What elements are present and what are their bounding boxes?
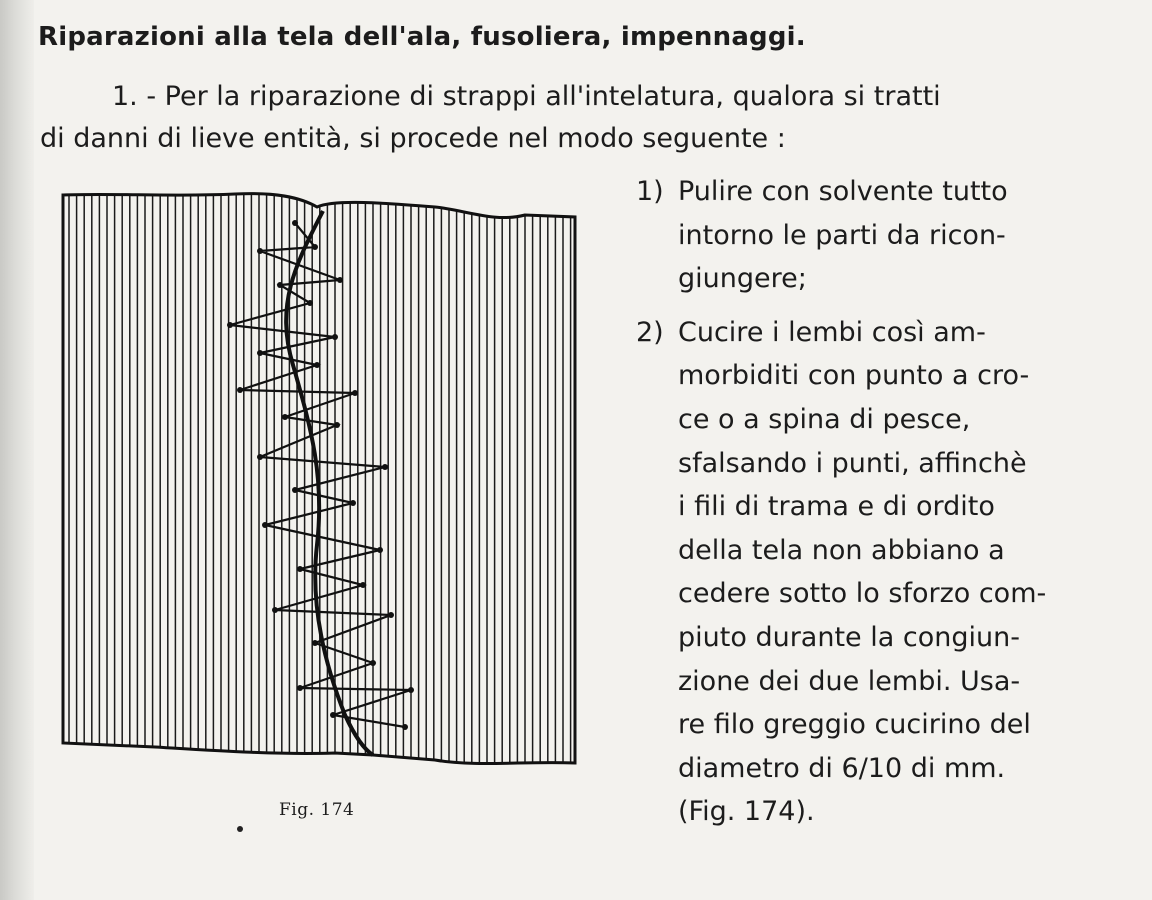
step-text-line: della tela non abbiano a [678, 534, 1005, 566]
stitch-hole [227, 322, 233, 328]
stitch-hole [237, 387, 243, 393]
stitch-hole [330, 712, 336, 718]
repair-step-2 [636, 311, 1076, 834]
print-speck [237, 826, 243, 832]
step-text-line: re filo greggio cucirino del [678, 709, 1031, 741]
stitch-hole [257, 350, 263, 356]
stitch-hole [312, 244, 318, 250]
stitch-hole [257, 454, 263, 460]
page-binding-shadow [0, 0, 34, 900]
step-number: 1) [636, 176, 664, 207]
step-text-line: diametro di 6/10 di mm. [678, 752, 1006, 784]
stitch-hole [352, 390, 358, 396]
stitch-hole [282, 414, 288, 420]
step-text-line: Pulire con solvente tutto [678, 176, 1008, 207]
step-text-line: (Fig. 174). [678, 796, 815, 828]
stitch-hole [262, 522, 268, 528]
fabric-stitch-illustration [55, 185, 585, 770]
step-text-line: ce o a spina di pesce, [678, 403, 971, 435]
repair-steps-list [636, 170, 1076, 844]
repair-step-1 [636, 170, 1076, 301]
stitch-hole [292, 220, 298, 226]
step-text-line: intorno le parti da ricon- [678, 219, 1006, 251]
step-text-line: i fili di trama e di ordito [678, 491, 995, 523]
stitch-hole [307, 300, 313, 306]
figure-caption: Fig. 174 [279, 800, 355, 820]
tear-seam-line [286, 211, 373, 755]
stitch-hole [272, 607, 278, 613]
stitch-hole [337, 277, 343, 283]
step-text-line: Cucire i lembi così am- [678, 316, 986, 348]
stitch-hole [297, 566, 303, 572]
stitch-hole [277, 282, 283, 288]
stitch-hole [297, 685, 303, 691]
stitch-hole [388, 612, 394, 618]
step-text-line: morbiditi con punto a cro- [678, 360, 1030, 392]
intro-paragraph [40, 76, 1070, 160]
step-text-line: giungere; [678, 263, 807, 295]
stitch-hole [312, 640, 318, 646]
stitch-hole [332, 334, 338, 340]
step-text-line: piuto durante la congiun- [678, 621, 1020, 653]
intro-line-1: 1. - Per la riparazione di strappi all'intelatura, qualora si tratti [112, 81, 941, 112]
section-heading: Riparazioni alla tela dell'ala, fusoliera, impennaggi. [38, 22, 806, 52]
stitch-hole [257, 248, 263, 254]
stitch-hole [408, 687, 414, 693]
stitch-hole [382, 464, 388, 470]
step-number: 2) [636, 316, 664, 348]
step-text-line: zione dei due lembi. Usa- [678, 665, 1021, 697]
stitch-hole [350, 500, 356, 506]
intro-line-2: di danni di lieve entità, si procede nel modo seguente : [40, 123, 786, 154]
stitch-hole [370, 660, 376, 666]
stitch-hole [292, 487, 298, 493]
stitch-hole [314, 362, 320, 368]
stitch-hole [360, 582, 366, 588]
stitch-hole [402, 724, 408, 730]
stitch-hole [334, 422, 340, 428]
stitch-hole [377, 547, 383, 553]
step-text-line: cedere sotto lo sforzo com- [678, 578, 1047, 610]
step-text-line: sfalsando i punti, affinchè [678, 447, 1027, 479]
